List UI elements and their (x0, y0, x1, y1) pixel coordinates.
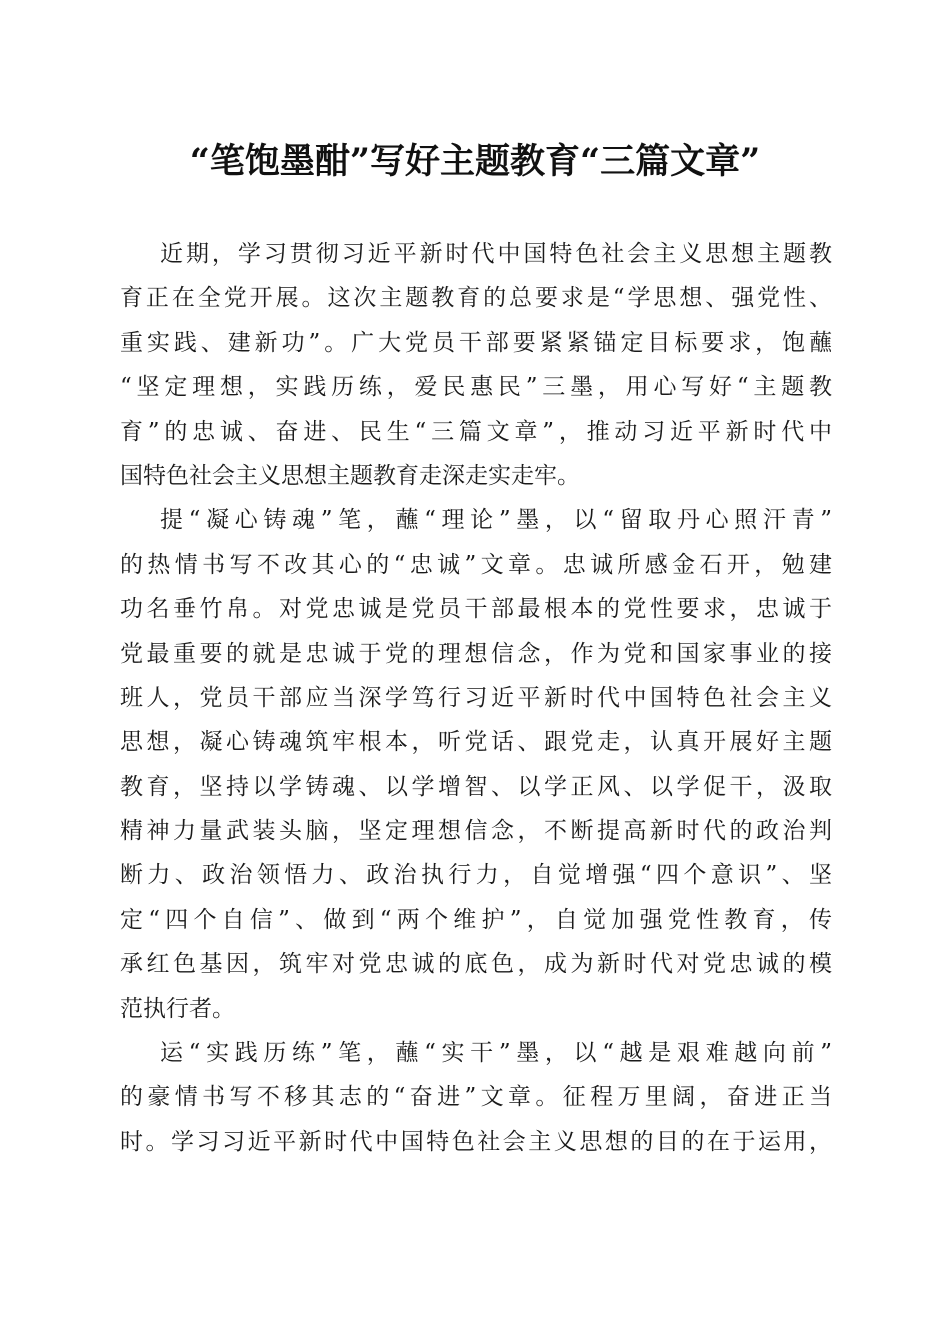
text-line: 范执行者。 (120, 995, 235, 1022)
text-line: 提“凝心铸魂”笔，蘸“理论”墨，以“留取丹心照汗青” (160, 507, 832, 534)
text-line: “坚定理想，实践历练，爱民惠民”三墨，用心写好“主题教 (120, 374, 832, 401)
text-line: 功名垂竹帛。对党忠诚是党员干部最根本的党性要求，忠诚于 (120, 596, 832, 623)
paragraph (120, 1031, 832, 1164)
text-line: 的热情书写不改其心的“忠诚”文章。忠诚所感金石开，勉建 (120, 551, 832, 578)
text-line: 承红色基因，筑牢对党忠诚的底色，成为新时代对党忠诚的模 (120, 951, 832, 978)
text-line: 定“四个自信”、做到“两个维护”，自觉加强党性教育，传 (120, 906, 832, 933)
text-line: 精神力量武装头脑，坚定理想信念，不断提高新时代的政治判 (120, 818, 832, 845)
text-line: 育正在全党开展。这次主题教育的总要求是“学思想、强党性、 (120, 285, 832, 312)
document-body (120, 232, 832, 1164)
text-line: 班人，党员干部应当深学笃行习近平新时代中国特色社会主义 (120, 684, 832, 711)
paragraph (120, 232, 832, 498)
text-line: 重实践、建新功”。广大党员干部要紧紧锚定目标要求，饱蘸 (120, 329, 832, 356)
text-line: 教育，坚持以学铸魂、以学增智、以学正风、以学促干，汲取 (120, 773, 832, 800)
text-line: 育”的忠诚、奋进、民生“三篇文章”，推动习近平新时代中 (120, 418, 832, 445)
paragraph (120, 498, 832, 1031)
text-line: 的豪情书写不移其志的“奋进”文章。征程万里阔，奋进正当 (120, 1084, 832, 1111)
document-title: “笔饱墨酣”写好主题教育“三篇文章” (189, 141, 761, 182)
text-line: 党最重要的就是忠诚于党的理想信念，作为党和国家事业的接 (120, 640, 832, 667)
text-line: 思想，凝心铸魂筑牢根本，听党话、跟党走，认真开展好主题 (120, 729, 832, 756)
text-line: 运“实践历练”笔，蘸“实干”墨，以“越是艰难越向前” (160, 1040, 832, 1067)
text-line: 断力、政治领悟力、政治执行力，自觉增强“四个意识”、坚 (120, 862, 832, 889)
text-line: 时。学习习近平新时代中国特色社会主义思想的目的在于运用， (120, 1128, 832, 1155)
text-line: 近期，学习贯彻习近平新时代中国特色社会主义思想主题教 (160, 241, 832, 267)
text-line: 国特色社会主义思想主题教育走深走实走牢。 (120, 462, 580, 489)
